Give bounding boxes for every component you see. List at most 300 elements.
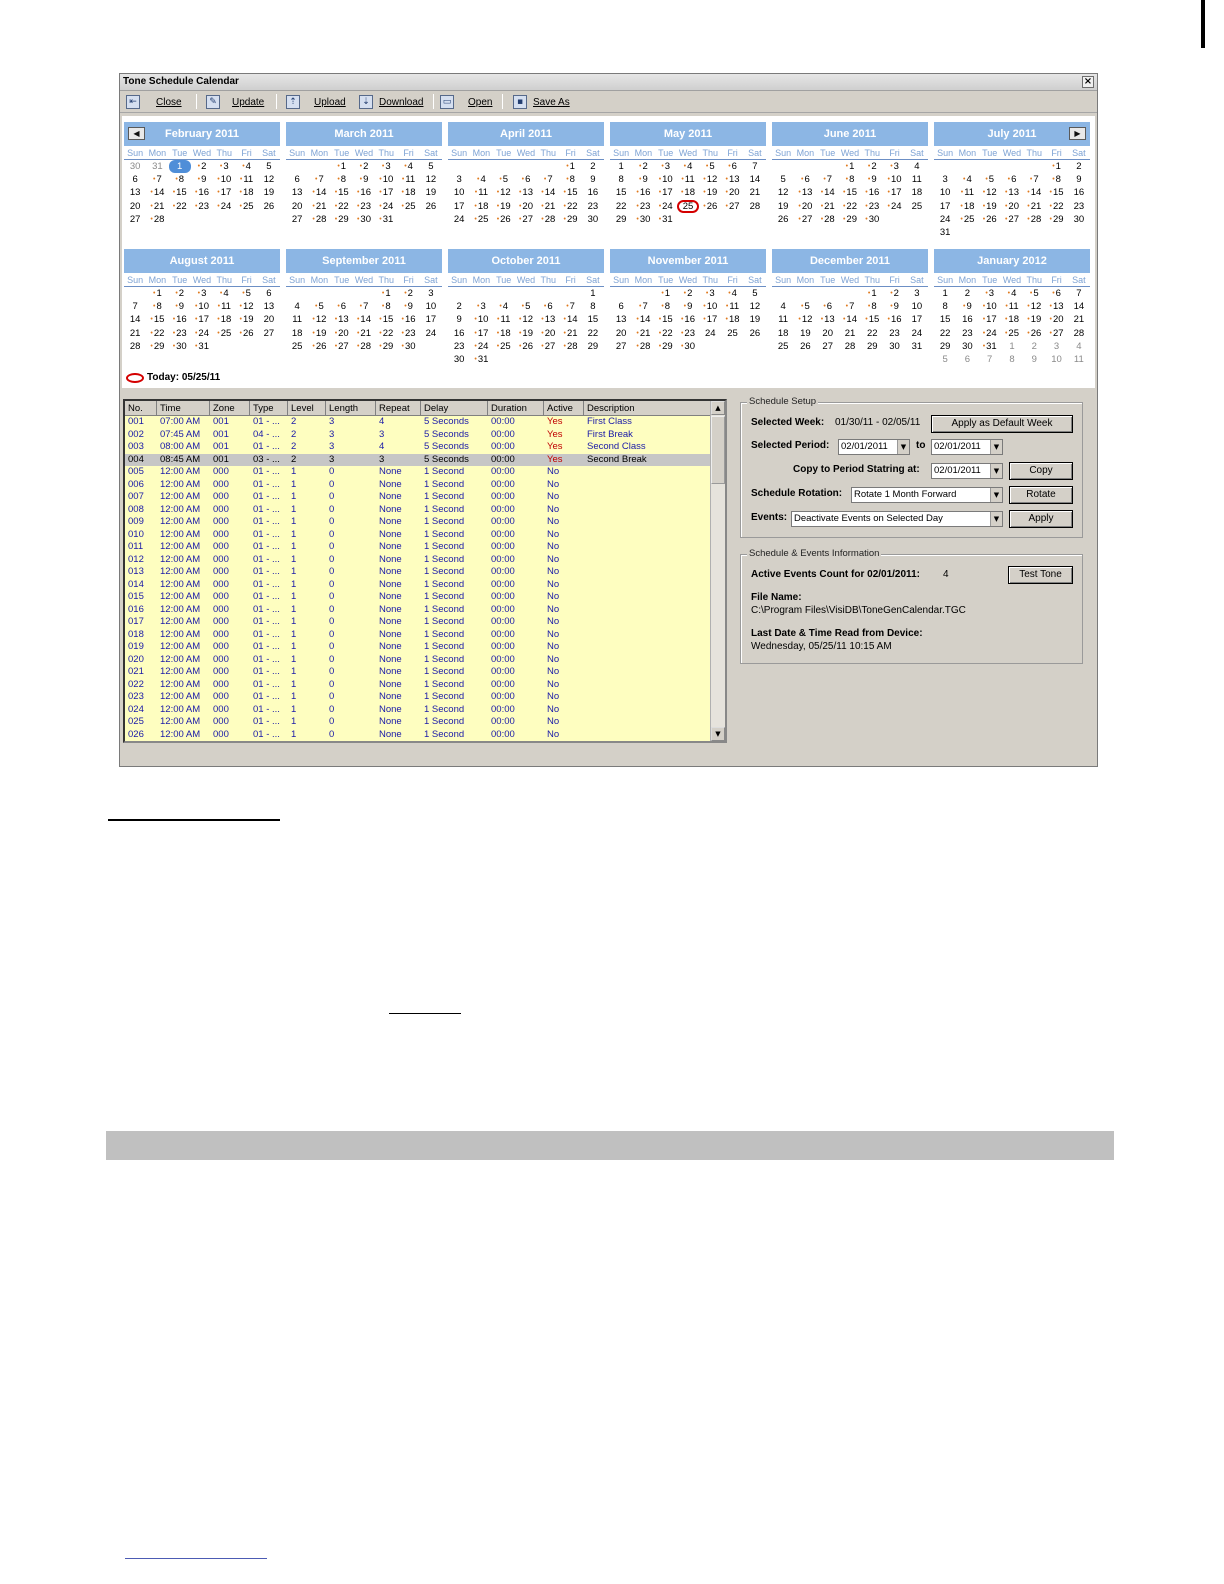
- calendar-day[interactable]: • 2: [632, 160, 654, 173]
- calendar-day[interactable]: • 20: [794, 200, 816, 213]
- calendar-day[interactable]: • 31: [979, 340, 1001, 353]
- calendar-day[interactable]: • 19: [699, 186, 721, 199]
- calendar-day[interactable]: • 19: [493, 200, 515, 213]
- calendar-day[interactable]: 21: [844, 327, 856, 339]
- calendar-day[interactable]: 25: [291, 340, 303, 352]
- calendar-day[interactable]: • 23: [861, 200, 883, 213]
- calendar-day[interactable]: • 30: [677, 340, 699, 353]
- calendar-day[interactable]: • 12: [308, 313, 330, 326]
- update-button[interactable]: [206, 93, 264, 111]
- calendar-day[interactable]: • 20: [1001, 200, 1023, 213]
- calendar-day[interactable]: • 10: [470, 313, 492, 326]
- table-row[interactable]: [125, 554, 725, 567]
- calendar-day[interactable]: 6: [266, 288, 272, 299]
- calendar-day[interactable]: • 24: [883, 200, 905, 213]
- calendar-day[interactable]: • 20: [1045, 313, 1067, 326]
- calendar-day[interactable]: • 30: [397, 340, 419, 353]
- calendar-day[interactable]: • 22: [655, 327, 677, 340]
- calendar-day[interactable]: • 16: [397, 313, 419, 326]
- calendar-day[interactable]: • 28: [817, 213, 839, 226]
- table-row[interactable]: [125, 604, 725, 617]
- calendar-day[interactable]: • 20: [537, 327, 559, 340]
- calendar-day[interactable]: 28: [1073, 327, 1085, 339]
- rotate-button[interactable]: Rotate: [1009, 486, 1073, 504]
- calendar-day[interactable]: • 28: [559, 340, 581, 353]
- calendar-day[interactable]: 12: [749, 301, 761, 313]
- calendar-day[interactable]: • 18: [1001, 313, 1023, 326]
- selected-day[interactable]: 1: [169, 160, 191, 173]
- calendar-day[interactable]: • 12: [794, 313, 816, 326]
- calendar-day[interactable]: • 16: [861, 186, 883, 199]
- column-header-zone[interactable]: Zone: [210, 401, 250, 415]
- calendar-day[interactable]: 23: [453, 340, 465, 352]
- calendar-day[interactable]: 23: [587, 200, 599, 212]
- calendar-day[interactable]: • 24: [191, 327, 213, 340]
- calendar-day[interactable]: 13: [615, 314, 627, 326]
- column-header-type[interactable]: Type: [250, 401, 288, 415]
- calendar-day[interactable]: • 11: [470, 186, 492, 199]
- calendar-day[interactable]: 2: [590, 161, 596, 172]
- copy-button[interactable]: Copy: [1009, 462, 1073, 480]
- calendar-day[interactable]: 9: [456, 314, 462, 326]
- calendar-day[interactable]: • 15: [861, 313, 883, 326]
- table-row[interactable]: [125, 479, 725, 492]
- calendar-day[interactable]: • 30: [169, 340, 191, 353]
- other-month-day[interactable]: 7: [987, 353, 993, 365]
- calendar-day[interactable]: • 11: [956, 186, 978, 199]
- calendar-day[interactable]: • 7: [308, 173, 330, 186]
- calendar-day[interactable]: • 12: [979, 186, 1001, 199]
- calendar-day[interactable]: 12: [777, 187, 789, 199]
- calendar-day[interactable]: • 3: [191, 287, 213, 300]
- calendar-day[interactable]: • 15: [146, 313, 168, 326]
- calendar-day[interactable]: • 8: [1045, 173, 1067, 186]
- calendar-day[interactable]: • 31: [375, 213, 397, 226]
- calendar-day[interactable]: • 7: [146, 173, 168, 186]
- tone-events-list[interactable]: [123, 399, 727, 743]
- calendar-day[interactable]: • 11: [213, 300, 235, 313]
- calendar-day[interactable]: • 11: [1001, 300, 1023, 313]
- calendar-day[interactable]: • 7: [632, 300, 654, 313]
- calendar-day[interactable]: • 27: [794, 213, 816, 226]
- calendar-day[interactable]: 27: [263, 327, 275, 339]
- calendar-day[interactable]: • 10: [375, 173, 397, 186]
- apply-default-week-button[interactable]: Apply as Default Week: [931, 415, 1073, 433]
- other-month-day[interactable]: 31: [152, 161, 163, 172]
- calendar-day[interactable]: 4: [914, 161, 920, 172]
- table-row[interactable]: [125, 454, 725, 467]
- calendar-day[interactable]: • 22: [146, 327, 168, 340]
- calendar-day[interactable]: 13: [129, 187, 141, 199]
- window-close-button[interactable]: ×: [1083, 76, 1093, 87]
- calendar-day[interactable]: • 4: [721, 287, 743, 300]
- calendar-day[interactable]: • 5: [308, 300, 330, 313]
- calendar-day[interactable]: 21: [749, 187, 761, 199]
- calendar-day[interactable]: • 2: [169, 287, 191, 300]
- calendar-day[interactable]: • 1: [559, 160, 581, 173]
- calendar-day[interactable]: • 3: [470, 300, 492, 313]
- calendar-day[interactable]: • 18: [493, 327, 515, 340]
- calendar-day[interactable]: • 24: [213, 200, 235, 213]
- close-button[interactable]: [126, 93, 182, 111]
- calendar-day[interactable]: 22: [939, 327, 951, 339]
- calendar-day[interactable]: 21: [129, 327, 141, 339]
- column-header-description[interactable]: Description: [584, 401, 712, 415]
- table-row[interactable]: [125, 529, 725, 542]
- calendar-day[interactable]: • 18: [213, 313, 235, 326]
- calendar-day[interactable]: 19: [263, 187, 275, 199]
- calendar-day[interactable]: • 4: [397, 160, 419, 173]
- calendar-day[interactable]: 5: [266, 161, 272, 172]
- calendar-day[interactable]: • 3: [213, 160, 235, 173]
- calendar-day[interactable]: • 4: [470, 173, 492, 186]
- calendar-day[interactable]: 4: [780, 301, 786, 313]
- calendar-day[interactable]: 20: [822, 327, 833, 339]
- calendar-day[interactable]: • 14: [817, 186, 839, 199]
- calendar-day[interactable]: • 29: [655, 340, 677, 353]
- calendar-day[interactable]: 28: [129, 340, 141, 352]
- calendar-day[interactable]: • 28: [537, 213, 559, 226]
- calendar-day[interactable]: 27: [129, 213, 141, 225]
- calendar-day[interactable]: 24: [911, 327, 923, 339]
- calendar-day[interactable]: 31: [939, 226, 951, 238]
- calendar-day[interactable]: • 21: [559, 327, 581, 340]
- calendar-day[interactable]: 20: [263, 314, 275, 326]
- table-row[interactable]: [125, 666, 725, 679]
- calendar-day[interactable]: 20: [615, 327, 627, 339]
- calendar-day[interactable]: • 2: [397, 287, 419, 300]
- table-row[interactable]: [125, 654, 725, 667]
- calendar-day[interactable]: • 13: [1045, 300, 1067, 313]
- calendar-day[interactable]: • 18: [721, 313, 743, 326]
- calendar-day[interactable]: • 8: [655, 300, 677, 313]
- calendar-day[interactable]: • 16: [883, 313, 905, 326]
- calendar-day[interactable]: 20: [291, 200, 303, 212]
- calendar-day[interactable]: 26: [800, 340, 811, 352]
- calendar-day[interactable]: • 6: [794, 173, 816, 186]
- calendar-day[interactable]: • 23: [353, 200, 375, 213]
- calendar-day[interactable]: • 26: [515, 340, 537, 353]
- calendar-day[interactable]: 25: [727, 327, 738, 339]
- column-header-time[interactable]: Time: [157, 401, 210, 415]
- column-header-level[interactable]: Level: [288, 401, 326, 415]
- scroll-down-icon[interactable]: ▼: [711, 727, 725, 741]
- calendar-day[interactable]: • 1: [861, 287, 883, 300]
- table-row[interactable]: [125, 541, 725, 554]
- calendar-day[interactable]: 23: [1073, 200, 1085, 212]
- calendar-day[interactable]: • 9: [191, 173, 213, 186]
- scroll-up-icon[interactable]: ▲: [711, 401, 725, 415]
- calendar-day[interactable]: 30: [962, 340, 973, 352]
- calendar-day[interactable]: 1: [942, 288, 948, 299]
- calendar-day[interactable]: • 22: [331, 200, 353, 213]
- column-header-active[interactable]: Active: [544, 401, 584, 415]
- calendar-day[interactable]: • 3: [655, 160, 677, 173]
- calendar-day[interactable]: 8: [942, 301, 948, 313]
- other-month-day[interactable]: 5: [942, 353, 948, 365]
- calendar-day[interactable]: • 16: [353, 186, 375, 199]
- calendar-day[interactable]: 27: [822, 340, 833, 352]
- calendar-day[interactable]: • 21: [632, 327, 654, 340]
- calendar-day[interactable]: 13: [291, 187, 303, 199]
- calendar-day[interactable]: 16: [962, 314, 973, 326]
- calendar-day[interactable]: • 9: [677, 300, 699, 313]
- calendar-day[interactable]: 30: [889, 340, 900, 352]
- calendar-day[interactable]: • 8: [146, 300, 168, 313]
- calendar-day[interactable]: 16: [453, 327, 465, 339]
- calendar-day[interactable]: • 20: [515, 200, 537, 213]
- calendar-day[interactable]: 3: [428, 288, 434, 299]
- calendar-day[interactable]: • 2: [883, 287, 905, 300]
- calendar-day[interactable]: • 2: [191, 160, 213, 173]
- table-row[interactable]: [125, 416, 725, 429]
- table-row[interactable]: [125, 504, 725, 517]
- calendar-day[interactable]: • 7: [839, 300, 861, 313]
- calendar-day[interactable]: 16: [587, 187, 599, 199]
- calendar-day[interactable]: • 10: [213, 173, 235, 186]
- calendar-day[interactable]: • 26: [308, 340, 330, 353]
- calendar-day[interactable]: • 25: [235, 200, 257, 213]
- calendar-day[interactable]: • 9: [632, 173, 654, 186]
- calendar-day[interactable]: 24: [425, 327, 437, 339]
- calendar-day[interactable]: • 11: [493, 313, 515, 326]
- calendar-day[interactable]: • 6: [817, 300, 839, 313]
- calendar-day[interactable]: • 13: [721, 173, 743, 186]
- calendar-day[interactable]: 26: [425, 200, 437, 212]
- apply-button[interactable]: Apply: [1009, 510, 1073, 528]
- table-row[interactable]: [125, 429, 725, 442]
- calendar-day[interactable]: • 15: [839, 186, 861, 199]
- calendar-day[interactable]: • 29: [331, 213, 353, 226]
- calendar-day[interactable]: • 25: [493, 340, 515, 353]
- calendar-day[interactable]: • 3: [699, 287, 721, 300]
- calendar-day[interactable]: 9: [590, 174, 596, 186]
- calendar-day[interactable]: • 31: [191, 340, 213, 353]
- calendar-day[interactable]: 3: [914, 288, 920, 299]
- calendar-day[interactable]: • 6: [331, 300, 353, 313]
- calendar-day[interactable]: • 27: [1001, 213, 1023, 226]
- calendar-day[interactable]: • 4: [1001, 287, 1023, 300]
- calendar-day[interactable]: 29: [615, 213, 627, 225]
- calendar-day[interactable]: 2: [964, 288, 971, 299]
- calendar-day[interactable]: 10: [425, 301, 437, 313]
- calendar-day[interactable]: • 6: [1001, 173, 1023, 186]
- calendar-day[interactable]: • 14: [559, 313, 581, 326]
- other-month-day[interactable]: 30: [129, 161, 141, 172]
- calendar-day[interactable]: • 30: [861, 213, 883, 226]
- calendar-day[interactable]: • 18: [397, 186, 419, 199]
- calendar-day[interactable]: 17: [939, 200, 951, 212]
- calendar-day[interactable]: • 2: [353, 160, 375, 173]
- calendar-day[interactable]: • 5: [515, 300, 537, 313]
- calendar-day[interactable]: • 10: [979, 300, 1001, 313]
- calendar-day[interactable]: • 19: [979, 200, 1001, 213]
- calendar-day[interactable]: 13: [263, 301, 275, 313]
- calendar-day[interactable]: 15: [939, 314, 951, 326]
- calendar-day[interactable]: • 17: [375, 186, 397, 199]
- calendar-day[interactable]: • 17: [470, 327, 492, 340]
- calendar-day[interactable]: • 13: [817, 313, 839, 326]
- other-month-day[interactable]: 1: [1009, 340, 1015, 352]
- calendar-day[interactable]: • 24: [375, 200, 397, 213]
- calendar-day[interactable]: 19: [800, 327, 811, 339]
- table-row[interactable]: [125, 629, 725, 642]
- calendar-day[interactable]: 26: [749, 327, 761, 339]
- calendar-day[interactable]: • 12: [493, 186, 515, 199]
- table-row[interactable]: [125, 579, 725, 592]
- calendar-day[interactable]: • 24: [655, 200, 677, 213]
- table-row[interactable]: [125, 716, 725, 729]
- calendar-day[interactable]: 5: [752, 288, 758, 299]
- period-to-select[interactable]: [931, 439, 1003, 455]
- calendar-day[interactable]: • 23: [397, 327, 419, 340]
- calendar-day[interactable]: • 9: [353, 173, 375, 186]
- calendar-day[interactable]: • 31: [470, 353, 492, 366]
- calendar-day[interactable]: 12: [425, 174, 437, 186]
- today-indicator[interactable]: [126, 372, 220, 383]
- calendar-day[interactable]: • 28: [632, 340, 654, 353]
- table-row[interactable]: [125, 704, 725, 717]
- calendar-day[interactable]: • 16: [169, 313, 191, 326]
- table-row[interactable]: [125, 491, 725, 504]
- column-header-repeat[interactable]: Repeat: [376, 401, 421, 415]
- calendar-day[interactable]: 11: [292, 314, 303, 326]
- calendar-day[interactable]: • 17: [191, 313, 213, 326]
- calendar-day[interactable]: • 19: [1023, 313, 1045, 326]
- calendar-day[interactable]: 8: [590, 301, 596, 313]
- calendar-day[interactable]: 7: [752, 161, 758, 172]
- calendar-day[interactable]: • 28: [308, 213, 330, 226]
- calendar-day[interactable]: • 21: [146, 200, 168, 213]
- calendar-day[interactable]: • 10: [883, 173, 905, 186]
- calendar-day[interactable]: • 17: [883, 186, 905, 199]
- other-month-day[interactable]: 9: [1031, 353, 1037, 365]
- period-from-select[interactable]: [838, 439, 910, 455]
- download-button[interactable]: [359, 93, 423, 111]
- calendar-day[interactable]: • 13: [537, 313, 559, 326]
- calendar-day[interactable]: • 27: [721, 200, 743, 213]
- calendar-day[interactable]: • 14: [1023, 186, 1045, 199]
- calendar-day[interactable]: 17: [453, 200, 465, 212]
- calendar-day[interactable]: • 5: [794, 300, 816, 313]
- calendar-day[interactable]: 17: [911, 314, 923, 326]
- calendar-day[interactable]: • 18: [677, 186, 699, 199]
- calendar-day[interactable]: • 11: [721, 300, 743, 313]
- calendar-day[interactable]: • 6: [515, 173, 537, 186]
- calendar-day[interactable]: • 21: [537, 200, 559, 213]
- upload-button[interactable]: [286, 93, 346, 111]
- calendar-day[interactable]: 26: [777, 213, 789, 225]
- calendar-day[interactable]: 15: [587, 314, 599, 326]
- calendar-day[interactable]: • 12: [699, 173, 721, 186]
- calendar-day[interactable]: 12: [263, 174, 275, 186]
- other-month-day[interactable]: 10: [1051, 353, 1062, 365]
- calendar-day[interactable]: • 15: [375, 313, 397, 326]
- calendar-day[interactable]: • 8: [861, 300, 883, 313]
- calendar-day[interactable]: • 19: [235, 313, 257, 326]
- calendar-day[interactable]: • 11: [235, 173, 257, 186]
- calendar-day[interactable]: 27: [291, 213, 303, 225]
- calendar-day[interactable]: • 22: [1045, 200, 1067, 213]
- next-month-icon[interactable]: ▶: [1069, 127, 1086, 140]
- calendar-day[interactable]: 21: [1073, 314, 1085, 326]
- calendar-day[interactable]: • 5: [979, 173, 1001, 186]
- calendar-day[interactable]: 5: [780, 174, 786, 186]
- calendar-day[interactable]: • 9: [169, 300, 191, 313]
- calendar-day[interactable]: • 13: [331, 313, 353, 326]
- calendar-day[interactable]: 20: [129, 200, 141, 212]
- calendar-day[interactable]: 17: [425, 314, 437, 326]
- calendar-day[interactable]: • 14: [353, 313, 375, 326]
- calendar-day[interactable]: 6: [618, 301, 624, 313]
- table-row[interactable]: [125, 591, 725, 604]
- other-month-day[interactable]: 6: [964, 353, 971, 365]
- calendar-day[interactable]: • 8: [559, 173, 581, 186]
- calendar-day[interactable]: • 14: [839, 313, 861, 326]
- test-tone-button[interactable]: Test Tone: [1008, 566, 1073, 584]
- table-row[interactable]: [125, 691, 725, 704]
- other-month-day[interactable]: 2: [1031, 340, 1037, 352]
- calendar-day[interactable]: 10: [453, 187, 465, 199]
- calendar-day[interactable]: • 9: [397, 300, 419, 313]
- calendar-day[interactable]: • 29: [839, 213, 861, 226]
- other-month-day[interactable]: 4: [1076, 340, 1082, 352]
- calendar-day[interactable]: 11: [778, 314, 789, 326]
- previous-month-icon[interactable]: ◀: [128, 127, 145, 140]
- calendar-day[interactable]: 15: [615, 187, 627, 199]
- calendar-day[interactable]: • 18: [235, 186, 257, 199]
- calendar-day[interactable]: • 7: [559, 300, 581, 313]
- calendar-day[interactable]: • 14: [632, 313, 654, 326]
- calendar-day[interactable]: • 10: [699, 300, 721, 313]
- table-row[interactable]: [125, 679, 725, 692]
- calendar-day[interactable]: • 24: [979, 327, 1001, 340]
- calendar-day[interactable]: • 15: [559, 186, 581, 199]
- calendar-day[interactable]: • 16: [191, 186, 213, 199]
- calendar-day[interactable]: • 11: [677, 173, 699, 186]
- calendar-day[interactable]: 1: [590, 288, 596, 299]
- table-row[interactable]: [125, 466, 725, 479]
- list-scrollbar[interactable]: [710, 401, 725, 741]
- calendar-day[interactable]: • 27: [537, 340, 559, 353]
- calendar-day[interactable]: 6: [132, 174, 138, 186]
- calendar-day[interactable]: • 7: [1023, 173, 1045, 186]
- calendar-day[interactable]: 18: [291, 327, 303, 339]
- calendar-day[interactable]: • 29: [1045, 213, 1067, 226]
- scroll-thumb[interactable]: [711, 416, 725, 484]
- calendar-day[interactable]: • 26: [699, 200, 721, 213]
- calendar-day[interactable]: • 22: [559, 200, 581, 213]
- calendar-day[interactable]: • 22: [839, 200, 861, 213]
- open-button[interactable]: [440, 93, 492, 111]
- calendar-day[interactable]: 6: [294, 174, 300, 186]
- calendar-day[interactable]: • 6: [721, 160, 743, 173]
- calendar-day[interactable]: • 1: [655, 287, 677, 300]
- calendar-day[interactable]: 18: [911, 187, 923, 199]
- calendar-day[interactable]: • 29: [375, 340, 397, 353]
- calendar-day[interactable]: • 29: [146, 340, 168, 353]
- calendar-day[interactable]: • 25: [956, 213, 978, 226]
- calendar-day[interactable]: 30: [453, 353, 465, 365]
- calendar-day[interactable]: • 5: [699, 160, 721, 173]
- calendar-day[interactable]: • 20: [721, 186, 743, 199]
- column-header-duration[interactable]: Duration: [488, 401, 544, 415]
- calendar-day[interactable]: • 14: [308, 186, 330, 199]
- other-month-day[interactable]: 8: [1009, 353, 1015, 365]
- calendar-day[interactable]: • 5: [1023, 287, 1045, 300]
- table-row[interactable]: [125, 729, 725, 742]
- calendar-day[interactable]: • 24: [470, 340, 492, 353]
